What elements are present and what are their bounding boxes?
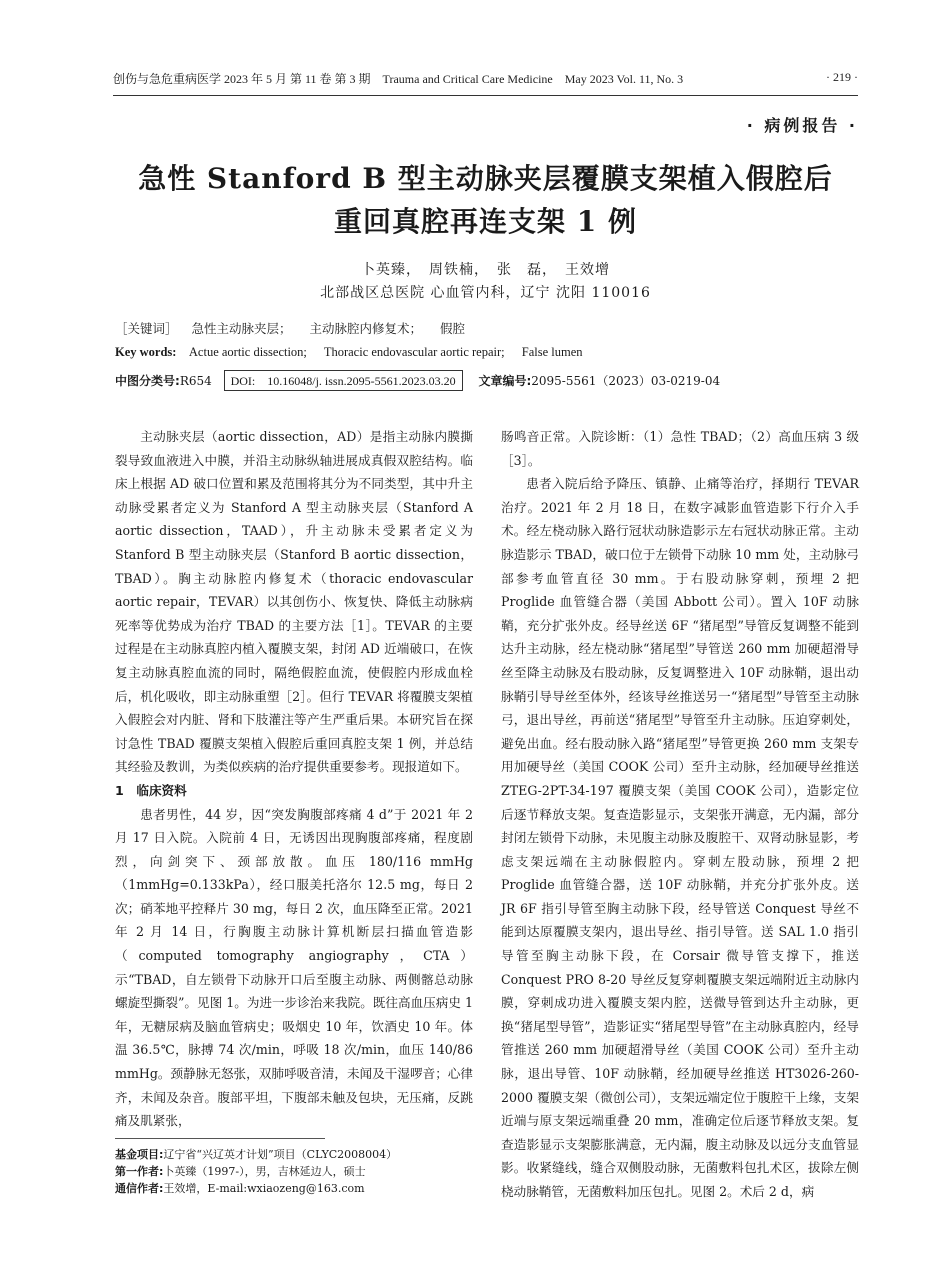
- keyword-en-2: Thoracic endovascular aortic repair;: [323, 345, 505, 359]
- article-number-label: 文章编号:: [478, 374, 532, 388]
- author-list: 卜英臻， 周铁楠， 张 磊， 王效增: [361, 262, 610, 278]
- right-column: [501, 425, 859, 1204]
- article-title: [113, 157, 858, 243]
- title-line-2: 重回真腔再连支架 1 例: [334, 205, 637, 238]
- clc-value: R654: [179, 374, 212, 388]
- fund-note: [115, 1146, 475, 1163]
- section-heading: 1 临床资料: [115, 782, 187, 798]
- keyword-en-3: False lumen: [521, 345, 583, 359]
- keywords-en: [115, 345, 597, 360]
- corresponding-text: 王效增，E-mail:wxiaozeng@163.com: [163, 1182, 365, 1195]
- title-line-1: 急性 Stanford B 型主动脉夹层覆膜支架植入假腔后: [138, 162, 833, 195]
- first-author-note: [115, 1163, 475, 1180]
- diagnosis-paragraph: 肠鸣音正常。入院诊断：（1）急性 TBAD；（2）高血压病 3 级［3］。: [501, 429, 859, 468]
- article-number-value: 2095-5561（2023）03-0219-04: [531, 374, 721, 388]
- clinical-paragraph: 患者男性，44 岁，因“突发胸腹部疼痛 4 d”于 2021 年 2 月 17 日入院。入院前 4 日，无诱因出现胸腹部疼痛，程度剧烈，向剑突下、颈部放散。血压 180/116 mmHg（1mmHg=0.133kPa），经口服美托洛尔 12.5 mg，每日 2 次；硝苯地平控释片 30 mg，每日 2 次，血压降至正常。2021 年 2 月 14 日，行胸腹主动脉计算机断层扫描血管造影（computed tomography angiography，CTA）示“TBAD，自左锁骨下动脉开口后至腹主动脉、两侧髂总动脉螺旋型撕裂”。见图 1。为进一步诊治来我院。既往高血压病史 1 年，无糖尿病及脑血管病史；吸烟史 10 年，饮酒史 10 年。体温 36.5℃，脉搏 74 次/min，呼吸 18 次/min，血压 140/86 mmHg。颈静脉无怒张，双肺呼吸音清，未闻及干湿啰音；心律齐，未闻及杂音。腹部平坦，下腹部未触及包块，无压痛，反跳痛及肌紧张，: [115, 806, 473, 1129]
- first-author-label: 第一作者:: [115, 1165, 164, 1178]
- intro-paragraph: 主动脉夹层（aortic dissection，AD）是指主动脉内膜撕裂导致血液进入中膜，并沿主动脉纵轴进展成真假双腔结构。临床上根据 AD 破口位置和累及范围将其分为不同类型，其中升主动脉受累者定义为 Stanford A 型主动脉夹层（Stanford A aortic dissection，TAAD），升主动脉未受累者定义为 Stanford B 型主动脉夹层（Stanford B aortic dissection，TBAD）。胸主动脉腔内修复术（thoracic endovascular aortic repair，TEVAR）以其创伤小、恢复快、降低主动脉病死率等优势成为治疗 TBAD 的主要方法［1］。TEVAR 的主要过程是在主动脉真腔内植入覆膜支架，封闭 AD 近端破口，在恢复主动脉真腔血流的同时，隔绝假腔血流，使假腔内形成血栓后，机化吸收，即主动脉重塑［2］。但行 TEVAR 将覆膜支架植入假腔会对内脏、肾和下肢灌注等产生严重后果。本研究旨在探讨急性 TBAD 覆膜支架植入假腔后重回真腔支架 1 例，并总结其经验及教训，为类似疾病的治疗提供重要参考。现报道如下。: [115, 429, 473, 775]
- running-header: [113, 70, 858, 87]
- procedure-paragraph: 患者入院后给予降压、镇静、止痛等治疗，择期行 TEVAR 治疗。2021 年 2 月 18 日，在数字减影血管造影下行介入手术。经左桡动脉入路行冠状动脉造影示左右冠状动脉正常。主动脉造影示 TBAD，破口位于左锁骨下动脉 10 mm 处，主动脉弓部参考血管直径 30 mm。于右股动脉穿刺，预埋 2 把 Proglide 血管缝合器（美国 Abbott 公司）。置入 10F 动脉鞘，充分扩张外皮。经导丝送 6F “猪尾型”导管反复调整不能到达升主动脉，经左桡动脉“猪尾型”导管送 260 mm 加硬超滑导丝至降主动脉及右股动脉，反复调整进入 10F 动脉鞘，退出动脉鞘引导导丝至体外，经该导丝推送另一“猪尾型”导管至主动脉弓，退出导丝，再前送“猪尾型”导管至升主动脉。压迫穿刺处，避免出血。经右股动脉入路“猪尾型”导管更换 260 mm 支架专用加硬导丝（美国 COOK 公司）至升主动脉，经加硬导丝推送 ZTEG-2PT-34-197 覆膜支架（美国 COOK 公司），造影定位后逐节释放支架。复查造影显示，支架张开满意，无内漏，部分封闭左锁骨下动脉，未见腹主动脉及腹腔干、双肾动脉显影，考虑支架远端在主动脉假腔内。穿刺左股动脉，预埋 2 把 Proglide 血管缝合器，送 10F 动脉鞘，并充分扩张外皮。送 JR 6F 指引导管至胸主动脉下段，经导管送 Conquest 导丝不能到达原覆膜支架内，退出导丝、指引导管。送 SAL 1.0 指引导管至胸主动脉下段，在 Corsair 微导管支撑下，推送 Conquest PRO 8-20 导丝反复穿刺覆膜支架远端附近主动脉内膜，穿刺成功进入覆膜支架内腔，送微导管到达升主动脉，更换“猪尾型导管”，造影证实“猪尾型导管”在主动脉真腔内，经导管推送 260 mm 加硬超滑导丝（美国 COOK 公司）至升主动脉，退出导管、10F 动脉鞘，经加硬导丝推送 HT3026-260-2000 覆膜支架（微创公司），支架远端定位于腹腔干上缘，支架近端与原支架远端重叠 20 mm，准确定位后逐节释放支架。复查造影显示支架膨胀满意，无内漏，腹主动脉及以远分支血管显影。收紧缝线，缝合双侧股动脉，无菌敷料包扎术区，拔除左侧桡动脉鞘管，无菌敷料加压包扎。见图 2。术后 2 d，病: [501, 476, 859, 1199]
- keyword-cn-1: 急性主动脉夹层；: [191, 321, 292, 336]
- corresponding-note: [115, 1180, 475, 1197]
- footnotes: [115, 1146, 475, 1197]
- first-author-text: 卜英臻（1997-），男，吉林延边人，硕士: [163, 1165, 366, 1178]
- article-meta: [115, 370, 860, 391]
- affiliation: 北部战区总医院 心血管内科，辽宁 沈阳 110016: [320, 285, 651, 301]
- left-column: [115, 425, 473, 1133]
- keyword-cn-2: 主动脉腔内修复术；: [309, 321, 423, 336]
- fund-text: 辽宁省“兴辽英才计划”项目（CLYC2008004）: [163, 1148, 398, 1161]
- journal-citation: 创伤与急危重病医学 2023 年 5 月 第 11 卷 第 3 期 Trauma and Critical Care Medicine May 2023 Vol. 11, No. 3: [113, 72, 684, 86]
- page-number: · 219 ·: [826, 70, 858, 84]
- keyword-cn-3: 假腔: [440, 321, 466, 336]
- footnote-rule: [115, 1138, 325, 1139]
- header-rule: [113, 95, 858, 96]
- clc-label: 中图分类号:: [115, 374, 180, 388]
- keywords-cn: [115, 319, 479, 337]
- keyword-en-1: Actue aortic dissection;: [188, 345, 307, 359]
- corresponding-label: 通信作者:: [115, 1182, 164, 1195]
- fund-label: 基金项目:: [115, 1148, 164, 1161]
- keywords-en-label: Key words:: [115, 345, 177, 359]
- doi-box: DOI: 10.16048/j. issn.2095-5561.2023.03.20: [224, 370, 463, 391]
- keywords-cn-label: ［关键词］: [115, 321, 178, 336]
- section-label: · 病例报告 ·: [746, 116, 858, 135]
